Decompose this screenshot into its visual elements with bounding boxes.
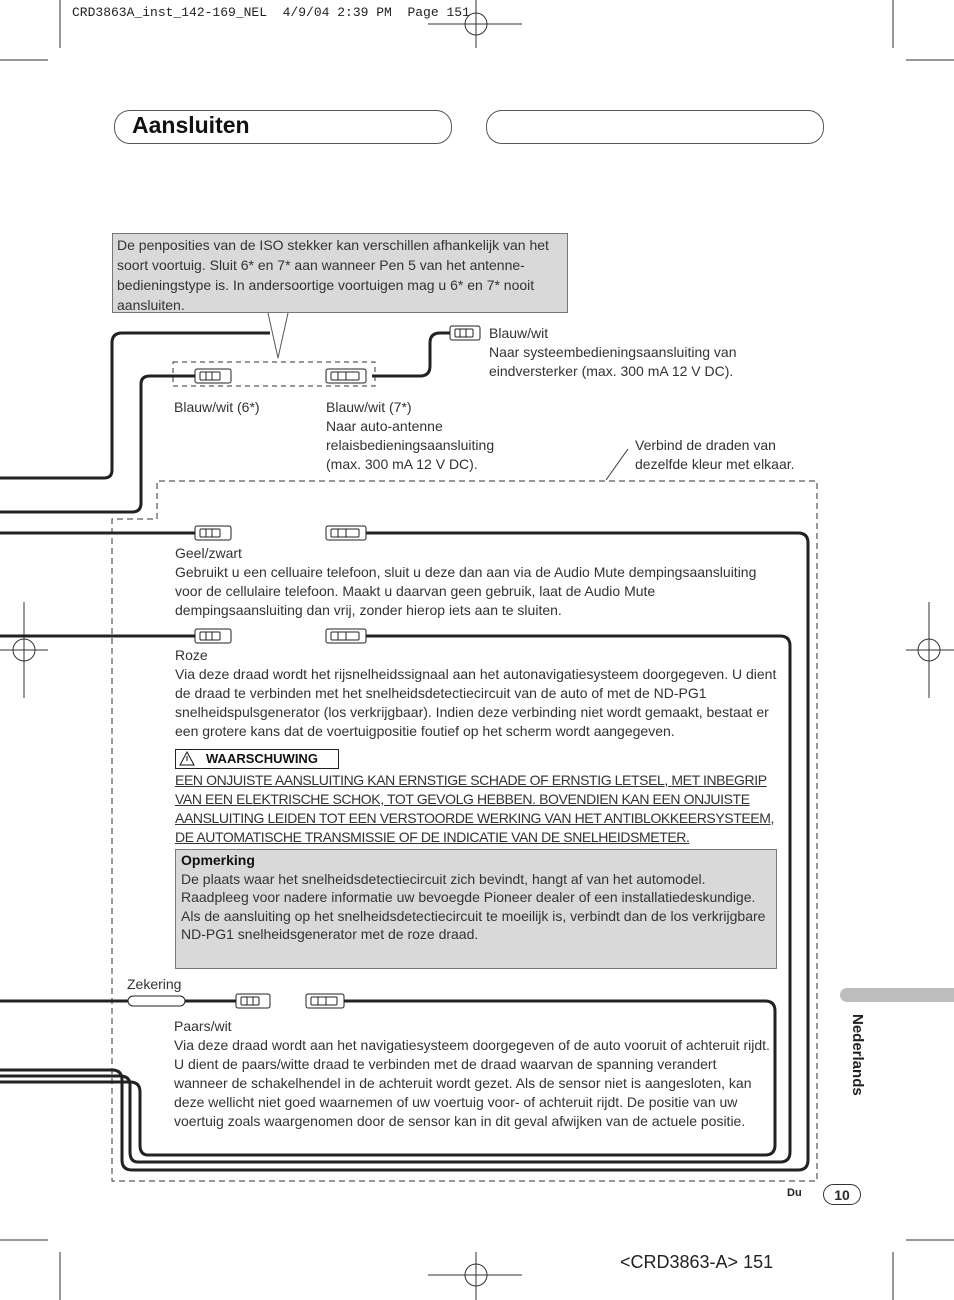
blue-white-title: Blauw/wit bbox=[489, 325, 549, 341]
connector-pink-b bbox=[326, 629, 366, 643]
connector-blue-white-6 bbox=[195, 369, 231, 383]
connector-pink-a bbox=[195, 629, 231, 643]
purple-white-title: Paars/wit bbox=[174, 1018, 232, 1034]
connector-purple-white-b bbox=[306, 994, 344, 1008]
side-tab-bar bbox=[840, 988, 954, 1002]
warning-label-box bbox=[175, 749, 339, 769]
page-number: 10 bbox=[823, 1184, 861, 1205]
iso-note: De penposities van de ISO stekker kan verschillen afhankelijk van het soort voortuig. Sluit 6* en 7* aan wanneer Pen 5 van het antenne-bedieningstype is. In andersoortige voortuigen mag u 6* en 7* nooit aansluiten. bbox=[112, 233, 568, 313]
blue-white-6-label: Blauw/wit (6*) bbox=[174, 399, 260, 415]
yellow-black-desc: Gebruikt u een celluaire telefoon, sluit u deze dan aan via de Audio Mute dempingsaansluiting voor de cellulaire telefoon. Maakt u daarvan geen gebruik, laat de Audio Mute dempingsaansluiting dan vrij, zonder hierop iets aan te sluiten. bbox=[175, 564, 757, 618]
connector-yellow-black-b bbox=[326, 526, 366, 540]
blue-white-7-title: Blauw/wit (7*) bbox=[326, 399, 412, 415]
language-code: Du bbox=[787, 1187, 802, 1199]
print-header-line: CRD3863A_inst_142-169_NEL 4/9/04 2:39 PM Page 151 bbox=[72, 5, 470, 20]
section-title: Aansluiten bbox=[132, 112, 250, 138]
connector-purple-white-a bbox=[236, 994, 270, 1008]
opmerking-paragraph-1: De plaats waar het snelheidsdetectiecircuit zich bevindt, hangt af van het automodel. Raadpleeg voor nadere informatie uw bevoegde Pioneer dealer of een installatiedeskundige. bbox=[181, 870, 756, 906]
opmerking-paragraph-2: Als de aansluiting op het snelheidsdetectiecircuit te moeilijk is, verbindt dan de los verkrijgbare ND-PG1 snelheidsgenerator met de roze draad. bbox=[181, 907, 766, 943]
yellow-black-title: Geel/zwart bbox=[175, 545, 242, 561]
blue-white-desc: Naar systeembedieningsaansluiting van eindversterker (max. 300 mA 12 V DC). bbox=[489, 344, 737, 379]
connector-blue-white bbox=[450, 326, 480, 340]
opmerking-box bbox=[175, 849, 777, 969]
side-language-label: Nederlands bbox=[849, 1014, 866, 1096]
connect-note: Verbind de draden van dezelfde kleur met elkaar. bbox=[635, 437, 795, 472]
connector-blue-white-7 bbox=[326, 369, 366, 383]
footer-code: <CRD3863-A> 151 bbox=[620, 1252, 774, 1272]
pink-title: Roze bbox=[175, 647, 208, 663]
fuse-label: Zekering bbox=[127, 976, 182, 992]
connector-yellow-black-a bbox=[195, 526, 231, 540]
opmerking-title: Opmerking bbox=[181, 852, 255, 868]
warning-text: EEN ONJUISTE AANSLUITING KAN ERNSTIGE SCHADE OF ERNSTIG LETSEL, MET INBEGRIP VAN EEN ELEKTRISCHE SCHOK, TOT GEVOLG HEBBEN. BOVENDIEN KAN EEN ONJUISTE AANSLUITING LEIDEN TOT EEN VERSTOORDE WERKING VAN HET ANTIBLOKKEERSYSTEEM, DE AUTOMATISCHE TRANSMISSIE OF DE INDICATIE VAN DE SNELHEIDSMETER. bbox=[175, 772, 774, 845]
pink-desc: Via deze draad wordt het rijsnelheidssignaal aan het autonavigatiesysteem doorgegeven. U dient de draad te verbinden met het snelheidsdetectiecircuit van de auto of met de ND-PG1 snelheidspulsgenerator (los verkrijgbaar). Indien deze verbinding niet wordt gemaakt, bestaat er een grotere kans dat de voertuigpositie foutief op het scherm wordt aangegeven. bbox=[175, 666, 777, 739]
warning-label: WAARSCHUWING bbox=[206, 751, 318, 766]
blue-white-7-desc: Naar auto-antenne relaisbedieningsaansluiting (max. 300 mA 12 V DC). bbox=[326, 418, 495, 472]
purple-white-desc: Via deze draad wordt aan het navigatiesysteem doorgegeven of de auto vooruit of achteruit rijdt. U dient de paars/witte draad te verbinden met de draad waarvan de spanning verandert wanneer de schakelhendel in de achteruit wordt gezet. Als de sensor niet is aangesloten, kan deze wellicht niet goed waarnemen of uw voertuig voor- of achteruit rijdt. De positie van uw voertuig zoals waargenomen door de sensor kan in dit geval afwijken van de actuele positie. bbox=[174, 1037, 770, 1129]
